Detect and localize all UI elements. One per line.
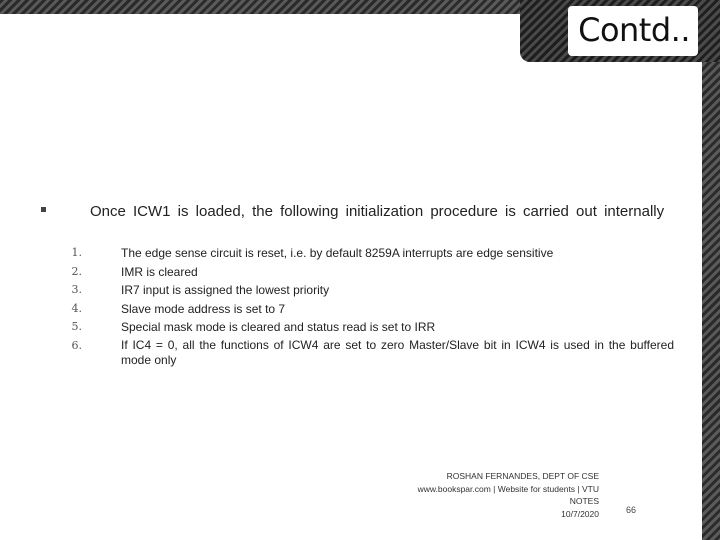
footer-notes: NOTES	[569, 496, 599, 506]
step-number: 5.	[71, 320, 82, 333]
step-number: 4.	[71, 301, 82, 315]
slide-title: Contd..	[578, 11, 690, 49]
list-item	[0, 300, 700, 319]
page-number: 66	[626, 505, 637, 515]
step-text: The edge sense circuit is reset, i.e. by default 8259A interrupts are edge sensitive	[121, 246, 554, 260]
step-number: 3.	[71, 283, 82, 296]
list-item	[0, 318, 700, 337]
intro-text: Once ICW1 is loaded, the following initialization procedure is carried out internally	[90, 203, 665, 220]
step-number: 6.	[71, 338, 82, 352]
step-list	[0, 244, 700, 368]
right-decorative-frame	[702, 0, 720, 540]
footer-author: ROSHAN FERNANDES, DEPT OF CSE	[446, 471, 599, 481]
step-text: IMR is cleared	[121, 264, 198, 279]
footer-website: www.bookspar.com | Website for students | VTU	[417, 483, 599, 494]
list-item	[0, 281, 700, 300]
step-text: Special mask mode is cleared and status read is set to IRR	[121, 320, 436, 334]
list-item	[0, 337, 700, 368]
square-bullet-icon	[41, 207, 46, 212]
footer-date: 10/7/2020	[561, 508, 599, 519]
list-item	[0, 244, 700, 263]
step-text: If IC4 = 0, all the functions of ICW4 are set to zero Master/Slave bit in ICW4 is used in the buffered mode only	[121, 337, 674, 367]
slide-footer	[359, 470, 599, 520]
step-text: IR7 input is assigned the lowest priority	[121, 283, 330, 297]
step-text: Slave mode address is set to 7	[121, 301, 286, 316]
list-item	[0, 263, 700, 282]
step-number: 2.	[71, 264, 82, 278]
step-number: 1.	[71, 246, 82, 259]
